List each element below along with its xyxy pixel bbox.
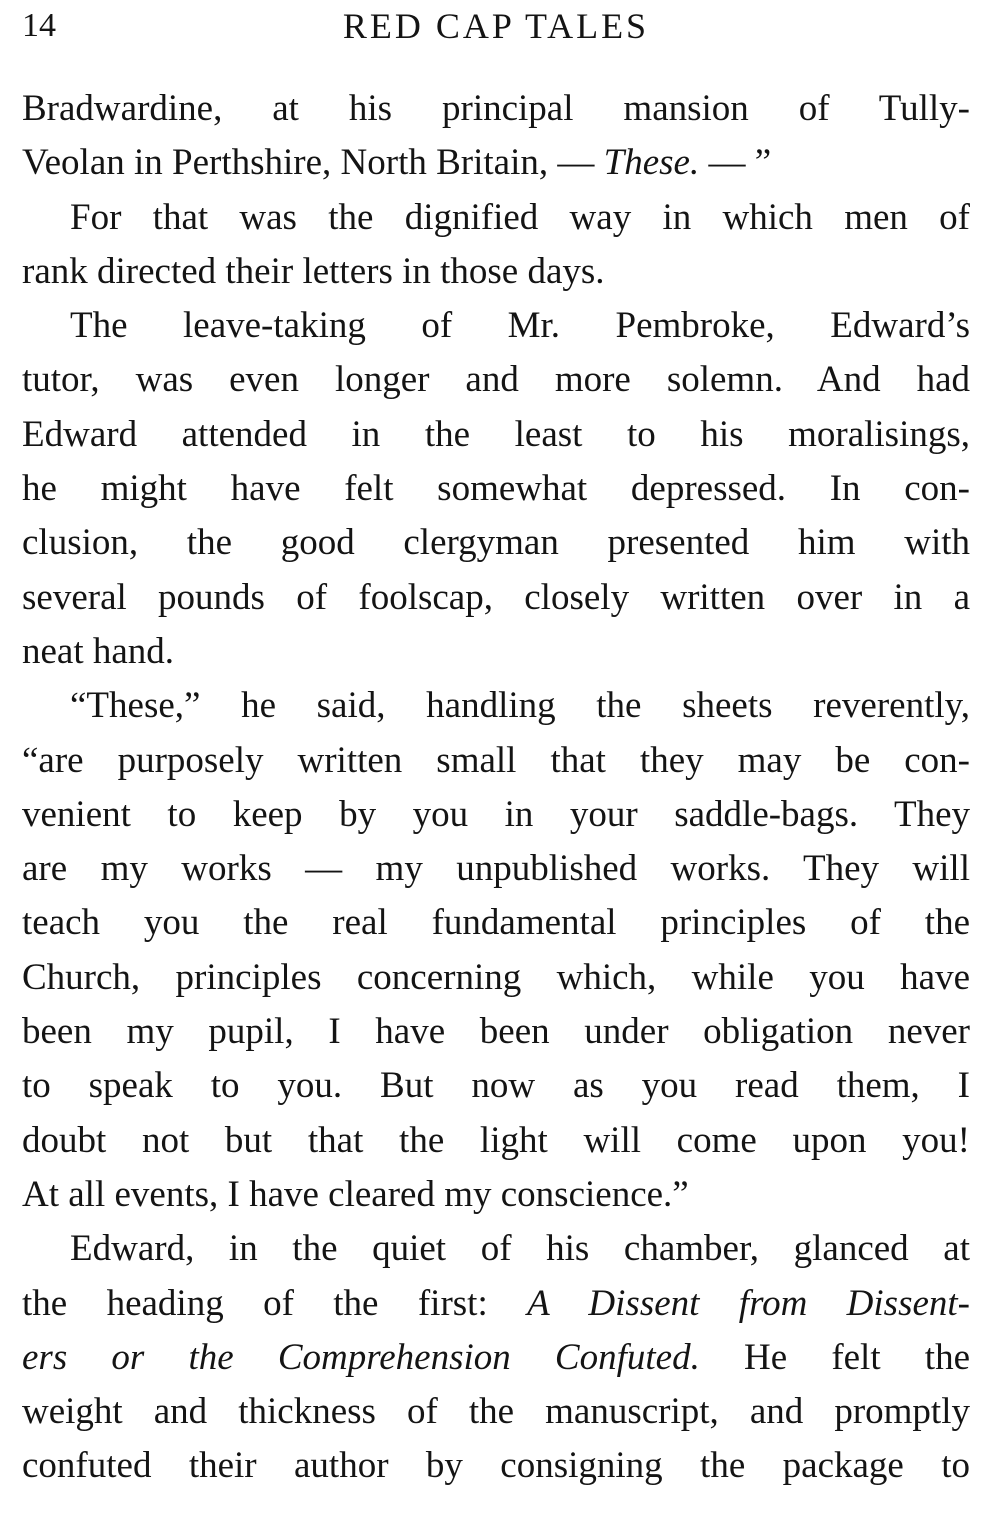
text-line: [22, 1439, 970, 1493]
text-line: [22, 191, 970, 245]
text-line: [22, 896, 970, 950]
running-head: RED CAP TALES: [342, 6, 650, 46]
text-line: [22, 788, 970, 842]
text-line: [22, 82, 970, 136]
text-line: [22, 1168, 970, 1222]
text-line: [22, 1385, 970, 1439]
line-text: Veolan in Perthshire, North Britain, —: [22, 142, 604, 184]
text-line: [22, 1277, 970, 1331]
line-text: are my works — my unpublished works. They will: [22, 848, 970, 890]
text-line: [22, 679, 970, 733]
line-text: neat hand.: [22, 630, 175, 672]
body-text: [22, 82, 970, 1494]
line-text: teach you the real fundamental principles of the: [22, 902, 970, 944]
text-line: [22, 1005, 970, 1059]
text-line: [22, 571, 970, 625]
line-text: For that was the dignified way in which men of: [70, 196, 970, 238]
text-line: [22, 625, 970, 679]
text-line: [22, 353, 970, 407]
line-text: several pounds of foolscap, closely written over in a: [22, 576, 970, 618]
line-text: At all events, I have cleared my conscience.”: [22, 1173, 689, 1215]
text-line: [22, 734, 970, 788]
line-text: to speak to you. But now as you read them, I: [22, 1065, 970, 1107]
line-text: Edward attended in the least to his moralisings,: [22, 413, 970, 455]
page-header: [22, 4, 970, 48]
text-line: [22, 299, 970, 353]
line-text: “These,” he said, handling the sheets reverently,: [70, 685, 970, 727]
line-text: weight and thickness of the manuscript, and promptly: [22, 1391, 970, 1433]
line-text: Church, principles concerning which, while you have: [22, 956, 970, 998]
line-text: rank directed their letters in those days.: [22, 250, 605, 292]
text-line: [22, 136, 970, 190]
text-line: [22, 951, 970, 1005]
text-line: [22, 408, 970, 462]
text-line: [22, 842, 970, 896]
line-text: — ”: [699, 142, 772, 184]
line-text: clusion, the good clergyman presented him with: [22, 522, 970, 564]
italic-text: These.: [603, 142, 700, 184]
line-text: the heading of the first:: [22, 1282, 528, 1324]
italic-text: ers or the Comprehension Confuted.: [22, 1336, 700, 1378]
text-line: [22, 1114, 970, 1168]
line-text: “are purposely written small that they may be con-: [22, 739, 970, 781]
text-line: [22, 462, 970, 516]
line-text: He felt the: [699, 1336, 970, 1378]
text-line: [22, 1059, 970, 1113]
line-text: Bradwardine, at his principal mansion of Tully-: [22, 88, 970, 129]
text-line: [22, 516, 970, 570]
line-text: confuted their author by consigning the package to: [22, 1445, 970, 1487]
line-text: venient to keep by you in your saddle-bags. They: [22, 793, 970, 835]
text-line: [22, 1222, 970, 1276]
italic-text: A Dissent from Dissent-: [527, 1282, 970, 1324]
line-text: The leave-taking of Mr. Pembroke, Edward’s: [70, 305, 970, 347]
line-text: doubt not but that the light will come upon you!: [22, 1119, 970, 1161]
line-text: been my pupil, I have been under obligation never: [22, 1011, 970, 1053]
line-text: he might have felt somewhat depressed. In con-: [22, 468, 970, 510]
text-line: [22, 245, 970, 299]
line-text: Edward, in the quiet of his chamber, glanced at: [70, 1228, 970, 1270]
line-text: tutor, was even longer and more solemn. And had: [22, 359, 970, 401]
page-number: 14: [22, 7, 56, 44]
text-line: [22, 1331, 970, 1385]
